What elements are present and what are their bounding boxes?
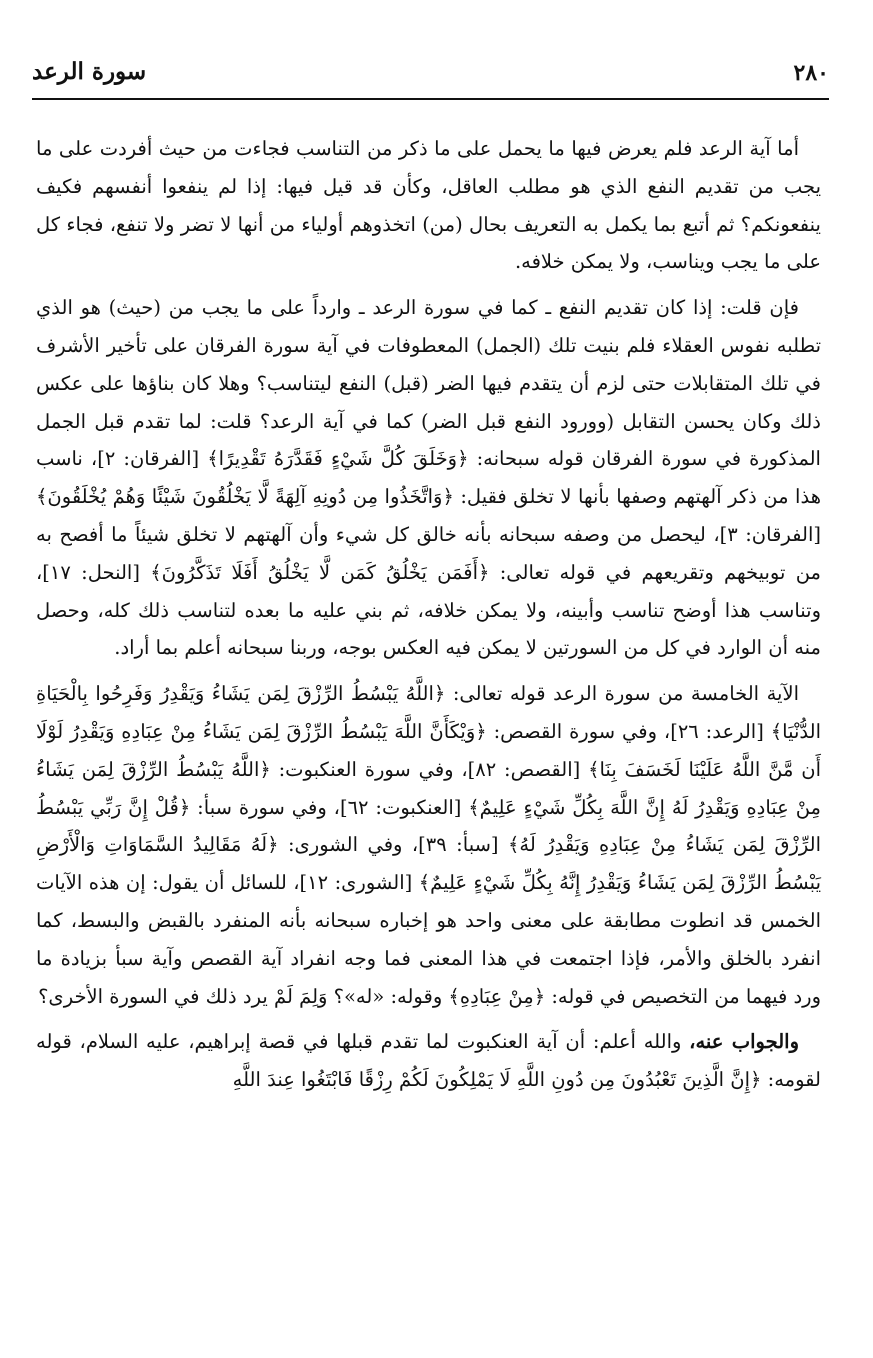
running-title: سورة الرعد [32, 58, 147, 85]
paragraph-lead: والجواب عنه، [689, 1030, 799, 1054]
paragraph [36, 675, 821, 1015]
paragraph-text: فإن قلت: إذا كان تقديم النفع ـ كما في سورة الرعد ـ وارداً على ما يجب من (حيث) هو الذي تطلبه نفوس العقلاء فلم بنيت تلك (الجمل) المعطوفات في آية سورة الفرقان على تأخير الأشرف في تلك المتقابلات حتى لزم أن يتقدم فيها الضر (قبل) النفع ليتناسب؟ وهلا كان بناؤها على عكس ذلك وكان يحسن التقابل (وورود النفع قبل الضر) كما في آية الرعد؟ قلت: لما تقدم قبل الجمل المذكورة في سورة الفرقان قوله سبحانه: ﴿وَخَلَقَ كُلَّ شَيْءٍ فَقَدَّرَهُ تَقْدِيرًا﴾ [الفرقان: ٢]، ناسب هذا من ذكر آلهتهم وصفها بأنها لا تخلق فقيل: ﴿وَاتَّخَذُوا مِن دُونِهِ آلِهَةً لَّا يَخْلُقُونَ شَيْئًا وَهُمْ يُخْلَقُونَ﴾ [الفرقان: ٣]، ليحصل من وصفه سبحانه بأنه خالق كل شيء وأن آلهتهم لا تخلق شيئاً ما أفصح به من توبيخهم وتقريعهم في قوله تعالى: ﴿أَفَمَن يَخْلُقُ كَمَن لَّا يَخْلُقُ أَفَلَا تَذَكَّرُونَ﴾ [النحل: ١٧]، وتناسب هذا أوضح تناسب وأبينه، ولا يمكن خلافه، ثم بني عليه ما بعده لتناسب ذلك كله، وحصل منه أن الوارد في كل من السورتين لا يمكن فيه العكس بوجه، وربنا سبحانه أعلم بما أراد. [36, 296, 821, 660]
paragraph [36, 289, 821, 667]
paragraph-text: أما آية الرعد فلم يعرض فيها ما يحمل على ما ذكر من التناسب فجاءت من حيث أفردت على ما يجب من تقديم النفع الذي هو مطلب العاقل، وكأن قد قيل فيها: إذا لم ينفعوا أنفسهم فكيف ينفعونكم؟ ثم أتبع بما يكمل به التعريف بحال (من) اتخذوهم أولياء من أنها لا تضر ولا تنفع، فجاء كل على ما يجب ويناسب، ولا يمكن خلافه. [36, 137, 821, 274]
paragraph-text: الآية الخامسة من سورة الرعد قوله تعالى: ﴿اللَّهُ يَبْسُطُ الرِّزْقَ لِمَن يَشَاءُ وَيَقْدِرُ وَفَرِحُوا بِالْحَيَاةِ الدُّنْيَا﴾ [الرعد: ٢٦]، وفي سورة القصص: ﴿وَيْكَأَنَّ اللَّهَ يَبْسُطُ الرِّزْقَ لِمَن يَشَاءُ مِنْ عِبَادِهِ وَيَقْدِرُ لَوْلَا أَن مَّنَّ اللَّهُ عَلَيْنَا لَخَسَفَ بِنَا﴾ [القصص: ٨٢]، وفي سورة العنكبوت: ﴿اللَّهُ يَبْسُطُ الرِّزْقَ لِمَن يَشَاءُ مِنْ عِبَادِهِ وَيَقْدِرُ لَهُ إِنَّ اللَّهَ بِكُلِّ شَيْءٍ عَلِيمٌ﴾ [العنكبوت: ٦٢]، وفي سورة سبأ: ﴿قُلْ إِنَّ رَبِّي يَبْسُطُ الرِّزْقَ لِمَن يَشَاءُ مِنْ عِبَادِهِ وَيَقْدِرُ لَهُ﴾ [سبأ: ٣٩]، وفي الشورى: ﴿لَهُ مَقَالِيدُ السَّمَاوَاتِ وَالْأَرْضِ يَبْسُطُ الرِّزْقَ لِمَن يَشَاءُ وَيَقْدِرُ إِنَّهُ بِكُلِّ شَيْءٍ عَلِيمٌ﴾ [الشورى: ١٢]، للسائل أن يقول: إن هذه الآيات الخمس قد انطوت مطابقة على معنى واحد هو إخباره سبحانه بأنه المنفرد بالقبض والبسط، كما انفرد بالخلق والأمر، فإذا اجتمعت في هذا المعنى فما وجه انفراد آية القصص وآية سبأ بزيادة ما ورد فيهما من التخصيص في قوله: ﴿مِنْ عِبَادِهِ﴾ وقوله: «له»؟ وَلِمَ لَمْ يرد ذلك في السورة الأخرى؟ [36, 682, 822, 1008]
body-text [36, 130, 821, 1099]
page-header [32, 52, 829, 100]
paragraph [36, 130, 821, 281]
paragraph [36, 1023, 821, 1099]
paragraph-text: والله أعلم: أن آية العنكبوت لما تقدم قبلها في قصة إبراهيم، عليه السلام، قوله لقومه: ﴿إِنَّ الَّذِينَ تَعْبُدُونَ مِن دُونِ اللَّهِ لَا يَمْلِكُونَ لَكُمْ رِزْقًا فَابْتَغُوا عِندَ اللَّهِ [36, 1030, 821, 1092]
page-number: ٢٨٠ [793, 60, 829, 86]
